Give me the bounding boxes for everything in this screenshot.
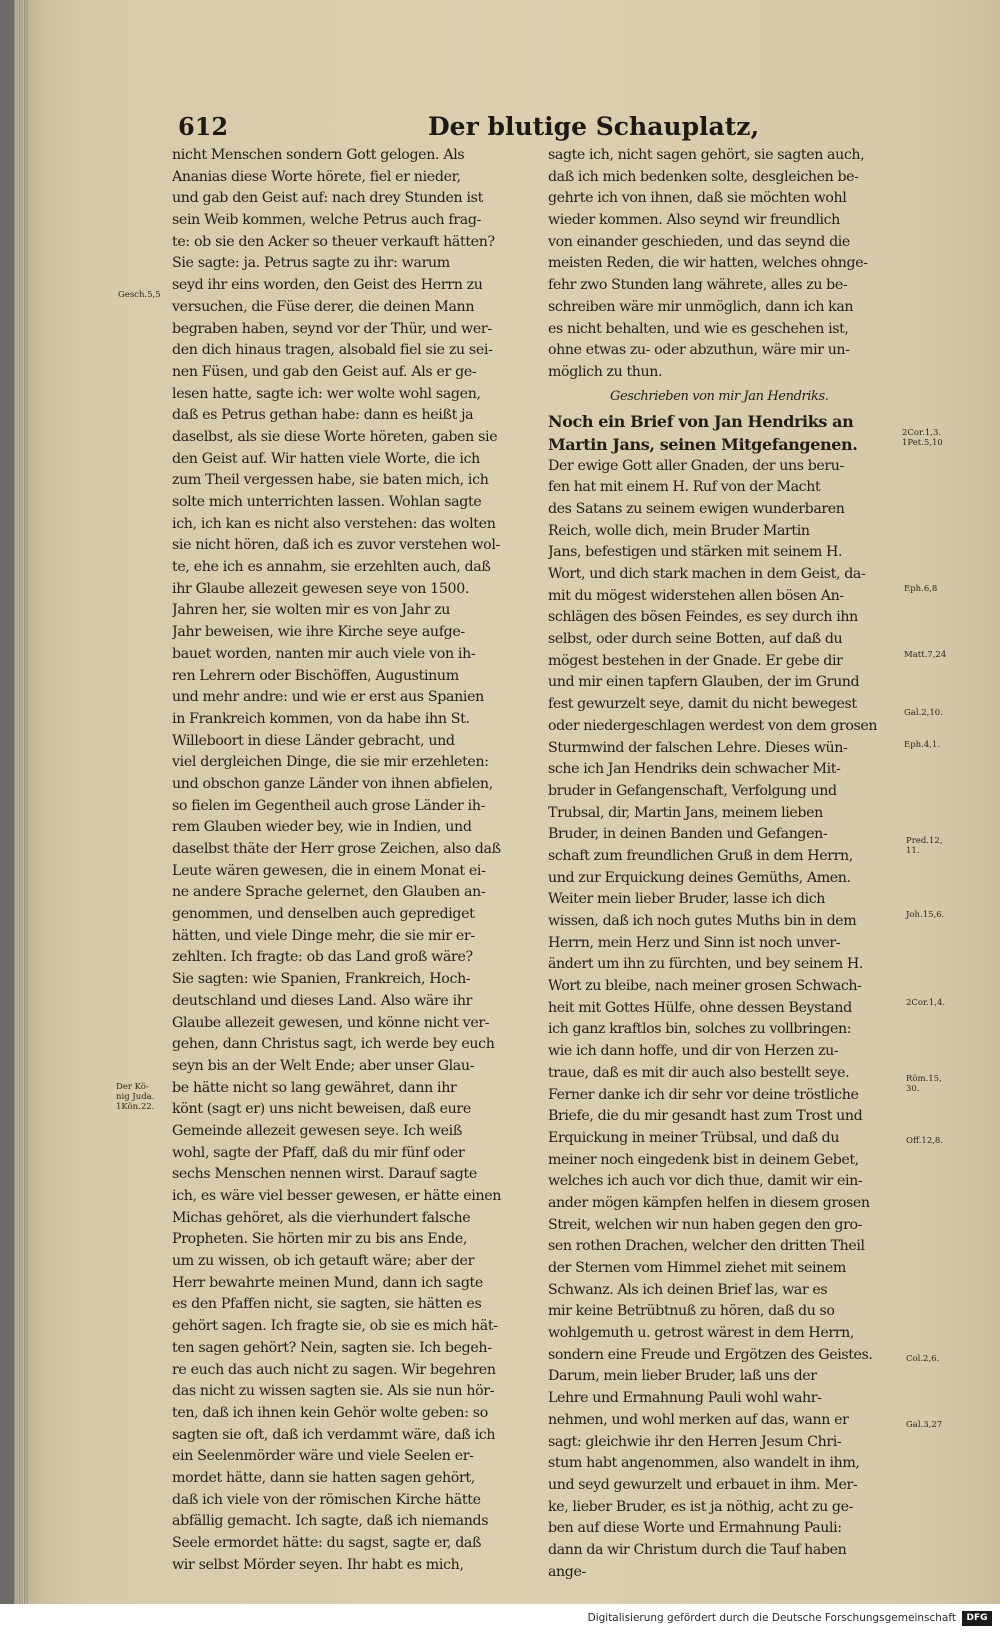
text-line: meisten Reden, die wir hatten, welches ohnge- [548, 255, 868, 272]
text-line: daß ich mich bedenken solte, desgleichen be- [548, 168, 859, 185]
margin-note: Röm.15, 30. [906, 1074, 942, 1094]
text-line: den dich hinaus tragen, alsobald fiel sie zu sei- [172, 342, 493, 359]
text-line: möglich zu thun. [548, 363, 663, 380]
text-line: meiner noch eingedenk bist in deinem Gebet, [548, 1151, 859, 1168]
text-line: in Frankreich kommen, von da habe ihn St. [172, 710, 470, 727]
text-line: fen hat mit einem H. Ruf von der Macht [548, 479, 821, 496]
text-line: Jahr beweisen, wie ihre Kirche seye aufge- [172, 624, 465, 641]
text-line: es den Pfaffen nicht, sie sagten, sie hätten es [172, 1296, 482, 1313]
text-line: sie nicht hören, daß ich es zuvor verstehen wol- [172, 537, 500, 554]
text-line: Trubsal, dir, Martin Jans, meinem lieben [548, 804, 823, 821]
text-line: Glaube allezeit gewesen, und könne nicht ver- [172, 1014, 490, 1031]
text-line: Bruder, in deinen Banden und Gefangen- [548, 826, 828, 843]
text-line: daselbst thäte der Herr grose Zeichen, also daß [172, 841, 501, 857]
text-line: ke, lieber Bruder, es ist ja nöthig, acht zu ge- [548, 1498, 854, 1515]
text-line: rem Glauben wieder bey, wie in Indien, und [172, 819, 472, 836]
text-line: wieder kommen. Also seynd wir freundlich [548, 212, 840, 229]
text-line: Gemeinde allezeit gewesen seye. Ich weiß [172, 1122, 462, 1139]
text-line: Darum, mein lieber Bruder, laß uns der [548, 1368, 817, 1385]
text-line: sche ich Jan Hendriks dein schwacher Mit- [548, 761, 841, 778]
text-line: Wort, und dich stark machen in dem Geist, da- [548, 566, 866, 582]
text-line: sagt: gleichwie ihr den Herren Jesum Chri- [548, 1433, 842, 1450]
margin-note: Eph.6,8 [904, 584, 938, 594]
text-line: ich, es wäre viel besser gewesen, er hätte einen [172, 1188, 502, 1204]
text-line: ange- [548, 1563, 586, 1580]
margin-note: Joh.15,6. [906, 910, 945, 920]
text-line: viel dergleichen Dinge, die sie mir erzehleten: [172, 754, 489, 771]
running-title: Der blutige Schauplatz, [428, 112, 760, 141]
margin-note: Off.12,8. [906, 1136, 944, 1146]
text-line: oder niedergeschlagen werdest von dem grosen [548, 717, 878, 734]
text-line: re euch das auch nicht zu sagen. Wir begehren [172, 1361, 496, 1378]
text-line: Streit, welchen wir nun haben gegen den gro- [548, 1216, 863, 1233]
text-line: versuchen, die Füse derer, die deinen Mann [172, 298, 475, 315]
text-line: ein Seelenmörder wäre und viele Seelen er- [172, 1448, 474, 1465]
text-line: te, ehe ich es annahm, sie erzehlten auch, daß [172, 559, 491, 576]
text-line: deutschland und dieses Land. Also wäre ihr [172, 992, 473, 1009]
text-line: Willeboort in diese Länder gebracht, und [172, 732, 455, 749]
text-line: lesen hatte, sagte ich: wer wolte wohl sagen, [172, 385, 481, 402]
text-line: das nicht zu wissen sagten sie. Als sie nun hör- [172, 1383, 495, 1400]
text-line: den Geist auf. Wir hatten viele Worte, die ich [172, 450, 480, 467]
text-line: ich ganz kraftlos bin, solches zu vollbringen: [548, 1021, 852, 1038]
text-line: um zu wissen, ob ich getauft wäre; aber der [172, 1253, 475, 1270]
text-line: ne andere Sprache gelernet, den Glauben an- [172, 884, 486, 901]
text-line: sagten sie oft, daß ich verdammt wäre, daß ich [172, 1426, 496, 1443]
text-line: wie ich dann hoffe, und dir von Herzen zu- [548, 1043, 839, 1060]
text-line: wohl, sagte der Pfaff, daß du mir fünf oder [172, 1144, 465, 1161]
text-line: ändert um ihn zu fürchten, und bey seinem H. [548, 956, 863, 973]
text-line: nehmen, und wohl merken auf das, wann er [548, 1411, 849, 1428]
text-line: fehr zwo Stunden lang währete, alles zu be- [548, 277, 848, 294]
text-line: sein Weib kommen, welche Petrus auch frag- [172, 212, 482, 229]
text-line: und gab den Geist auf: nach drey Stunden ist [172, 190, 483, 207]
text-line: Jans, befestigen und stärken mit seinem H. [548, 544, 843, 561]
margin-note: Matt.7,24 [904, 650, 947, 660]
text-line: ander mögen kämpfen helfen in diesem grosen [548, 1194, 870, 1211]
text-line: schlägen des bösen Feindes, es sey durch ihn [548, 609, 858, 626]
text-line: Wort zu bleibe, nach meiner grosen Schwach- [548, 978, 862, 995]
text-line: Sturmwind der falschen Lehre. Dieses wün- [548, 739, 848, 756]
text-line: Propheten. Sie hörten mir zu bis ans Ende, [172, 1231, 468, 1248]
text-line: bauet worden, nanten mir auch viele von ih- [172, 645, 476, 662]
text-line: nen Füsen, und gab den Geist auf. Als er ge- [172, 363, 477, 380]
text-line: und zur Erquickung deines Gemüths, Amen. [548, 869, 851, 886]
text-line: und mehr andre: und wie er erst aus Spanien [172, 689, 484, 706]
letter-heading-line: Noch ein Brief von Jan Hendriks an [548, 411, 854, 431]
text-line: Lehre und Ermahnung Pauli wohl wahr- [548, 1390, 822, 1407]
text-line: Herr bewahrte meinen Mund, dann ich sagte [172, 1274, 483, 1291]
margin-note: Gal.2,10. [904, 708, 943, 718]
text-line: welches ich auch vor dich thue, damit wir ein- [548, 1173, 863, 1190]
text-line: gehen, dann Christus sagt, ich werde bey euch [172, 1036, 495, 1053]
text-line: selbst, oder durch seine Botten, auf daß du [548, 631, 843, 648]
margin-note: Pred.12, 11. [906, 836, 943, 856]
text-line: daß es Petrus gethan habe: dann es heißt ja [172, 407, 474, 424]
text-line: wissen, daß ich noch gutes Muths bin in dem [548, 913, 857, 929]
margin-note: Gesch.5,5 [118, 290, 161, 300]
text-line: wohlgemuth u. getrost wärest in dem Herrn, [548, 1325, 855, 1342]
text-line: sondern eine Freude und Ergötzen des Geistes. [548, 1346, 873, 1363]
text-line: ben auf diese Worte und Ermahnung Pauli: [548, 1520, 842, 1537]
footer-bar [0, 1604, 1000, 1633]
text-line: ten, daß ich ihnen kein Gehör wolte geben: so [172, 1404, 488, 1421]
text-line: ten sagen gehört? Nein, sagten sie. Ich begeh- [172, 1339, 492, 1356]
text-line: der Sternen vom Himmel ziehet mit seinem [548, 1260, 846, 1276]
text-line: so fielen im Gegentheil auch grose Länder ih- [172, 797, 486, 814]
funding-notice: Digitalisierung gefördert durch die Deutsche Forschungsgemeinschaft [587, 1612, 956, 1624]
text-line: begraben haben, seynd vor der Thür, und wer- [172, 320, 492, 337]
text-line: Sie sagte: ja. Petrus sagte zu ihr: warum [172, 255, 450, 272]
text-line: Herrn, mein Herz und Sinn ist noch unver- [548, 934, 841, 951]
text-line: Ananias diese Worte hörete, fiel er nieder, [172, 168, 461, 185]
right-column [548, 145, 900, 1583]
text-line: von einander geschieden, und das seynd die [548, 233, 850, 250]
page-edge [14, 0, 28, 1604]
text-line: sagte ich, nicht sagen gehört, sie sagten auch, [548, 147, 865, 163]
text-line: Leute wären gewesen, die in einem Monat ei- [172, 862, 486, 879]
text-line: nicht Menschen sondern Gott gelogen. Als [172, 147, 465, 163]
margin-note: Der Kö- nig Juda. 1Kön.22. [116, 1082, 155, 1112]
right-column-part-a [548, 145, 900, 384]
text-line: mit du mögest widerstehen allen bösen An- [548, 587, 844, 604]
text-line: Jahren her, sie wolten mir es von Jahr zu [172, 602, 451, 619]
margin-note: 2Cor.1,3. 1Pet.5,10 [902, 428, 943, 448]
text-line: Reich, wolle dich, mein Bruder Martin [548, 522, 810, 539]
text-line: Seele ermordet hätte: du sagst, sagte er, daß [172, 1535, 482, 1551]
text-line: mögest bestehen in der Gnade. Er gebe dir [548, 652, 843, 669]
letter-heading-line: Martin Jans, seinen Mitgefangenen. [548, 434, 858, 454]
text-line: zehlten. Ich fragte: ob das Land groß wäre? [172, 949, 473, 966]
dfg-logo: DFG [962, 1611, 992, 1626]
text-line: ihr Glaube allezeit gewesen seye von 1500. [172, 580, 470, 597]
right-column-part-b [548, 456, 900, 1584]
text-line: wir selbst Mörder seyen. Ihr habt es mich, [172, 1556, 464, 1573]
text-line: Briefe, die du mir gesandt hast zum Trost und [548, 1108, 863, 1125]
text-line: hätten, und viele Dinge mehr, die sie mir er- [172, 927, 475, 944]
text-line: schaft zum freundlichen Gruß in dem Herrn, [548, 847, 853, 864]
text-line: zum Theil vergessen habe, sie baten mich, ich [172, 472, 489, 489]
text-line: Weiter mein lieber Bruder, lasse ich dich [548, 891, 825, 908]
text-line: gehört sagen. Ich fragte sie, ob sie es mich hät- [172, 1318, 498, 1335]
margin-note: 2Cor.1,4. [906, 998, 946, 1008]
text-line: daß ich viele von der römischen Kirche hätte [172, 1491, 481, 1508]
text-line: sen rothen Drachen, welcher den dritten Theil [548, 1238, 865, 1255]
text-line: ohne etwas zu- oder abzuthun, wäre mir un- [548, 342, 850, 359]
text-line: des Satans zu seinem ewigen wunderbaren [548, 500, 845, 517]
page-number: 612 [178, 112, 229, 141]
margin-note: Gal.3,27 [906, 1420, 943, 1430]
margin-note: Eph.4,1. [904, 740, 941, 750]
text-line: ich, ich kan es nicht also verstehen: das wolten [172, 515, 496, 532]
text-line: es nicht behalten, und wie es geschehen ist, [548, 320, 849, 337]
text-line: Schwanz. Als ich deinen Brief las, war es [548, 1281, 828, 1298]
text-line: te: ob sie den Acker so theuer verkauft hätten? [172, 233, 495, 250]
text-line: gehrte ich von ihnen, daß sie möchten wohl [548, 190, 847, 207]
text-line: schreiben wäre mir unmöglich, dann ich kan [548, 298, 854, 315]
text-line: genommen, und denselben auch geprediget [172, 906, 475, 923]
text-line: ren Lehrern oder Bischöffen, Augustinum [172, 667, 459, 684]
text-line: be hätte nicht so lang gewähret, dann ihr [172, 1079, 457, 1096]
text-line: und obschon ganze Länder von ihnen abfielen, [172, 775, 493, 792]
text-line: heit mit Gottes Hülfe, ohne dessen Beystand [548, 999, 852, 1016]
text-line: sechs Menschen nennen wirst. Darauf sagte [172, 1166, 477, 1183]
text-line: mordet hätte, dann sie hatten sagen gehört, [172, 1469, 475, 1486]
text-line: könt (sagt er) uns nicht beweisen, daß eure [172, 1101, 471, 1118]
signature: Geschrieben von mir Jan Hendriks. [610, 388, 829, 404]
margin-note: Col.2,6. [906, 1354, 940, 1364]
text-line: Erquickung in meiner Trübsal, und daß du [548, 1129, 840, 1146]
text-line: daselbst, als sie diese Worte höreten, gaben sie [172, 428, 498, 445]
left-column [172, 145, 532, 1576]
text-line: mir keine Betrübtnuß zu hören, daß du so [548, 1303, 835, 1320]
text-line: Ferner danke ich dir sehr vor deine tröstliche [548, 1086, 859, 1103]
text-line: Michas gehöret, als die vierhundert falsche [172, 1209, 471, 1226]
text-line: und seyd gewurzelt und erbauet in ihm. Mer- [548, 1476, 858, 1493]
text-line: traue, daß es mit dir auch also bestellt seye. [548, 1064, 850, 1081]
text-line: und mir einen tapfern Glauben, der im Grund [548, 674, 860, 691]
text-line: Sie sagten: wie Spanien, Frankreich, Hoch- [172, 971, 471, 988]
text-line: seyd ihr eins worden, den Geist des Herrn zu [172, 277, 483, 294]
text-line: bruder in Gefangenschaft, Verfolgung und [548, 782, 837, 799]
text-line: abfällig gemacht. Ich sagte, daß ich niemands [172, 1513, 489, 1530]
text-line: seyn bis an der Welt Ende; aber unser Glau- [172, 1057, 475, 1074]
text-line: solte mich unterrichten lassen. Wohlan sagte [172, 494, 482, 510]
text-line: stum habt angenommen, also wandelt in ihm, [548, 1455, 860, 1472]
text-line: dann da wir Christum durch die Tauf haben [548, 1541, 847, 1558]
text-line: Der ewige Gott aller Gnaden, der uns beru- [548, 457, 844, 474]
text-line: fest gewurzelt seye, damit du nicht bewegest [548, 696, 857, 713]
